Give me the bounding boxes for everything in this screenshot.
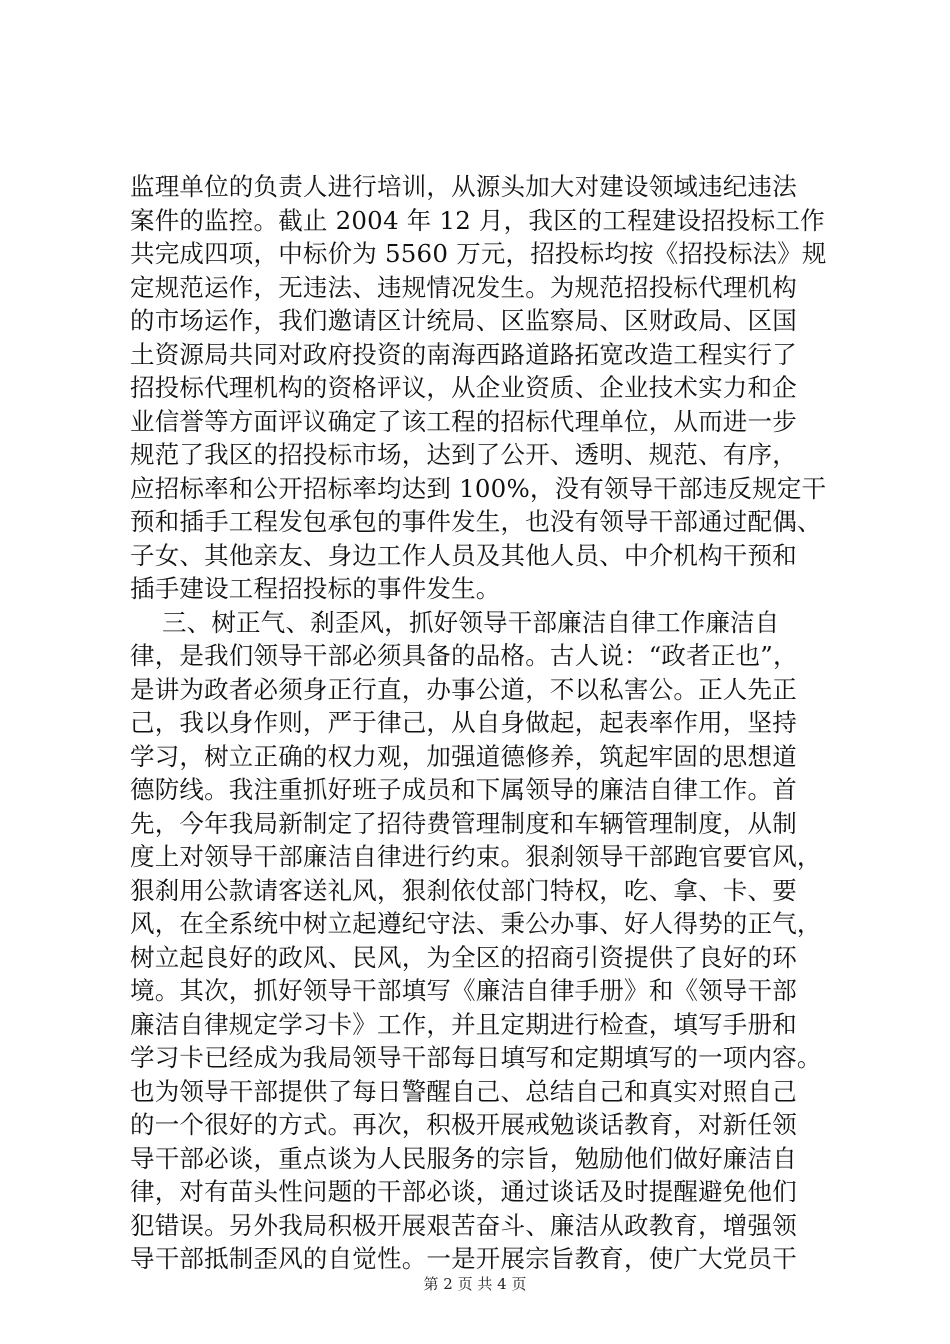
text-line: 应招标率和公开招标率均达到 100%，没有领导干部违反规定干 — [130, 473, 827, 503]
text-line: 犯错误。另外我局积极开展艰苦奋斗、廉洁从政教育，增强领 — [130, 1210, 797, 1240]
text-line: 树立起良好的政风、民风，为全区的招商引资提供了良好的环 — [130, 942, 797, 972]
text-line: 监理单位的负责人进行培训，从源头加大对建设领域违纪违法 — [130, 172, 797, 201]
page-footer: 第 2 页 共 4 页 — [423, 1275, 527, 1293]
text-line: 导干部抵制歪风的自觉性。一是开展宗旨教育，使广大党员干 — [130, 1244, 797, 1273]
text-line: 狠刹用公款请客送礼风，狠刹依仗部门特权，吃、拿、卡、要 — [130, 875, 797, 905]
text-line: 己，我以身作则，严于律己，从自身做起，起表率作用，坚持 — [130, 708, 797, 737]
text-line: 案件的监控。截止 2004 年 12 月，我区的工程建设招投标工作 — [130, 205, 825, 235]
text-line: 的市场运作，我们邀请区计统局、区监察局、区财政局、区国 — [130, 306, 797, 335]
text-line: 风，在全系统中树立起遵纪守法、秉公办事、好人得势的正气， — [130, 909, 822, 938]
text-line: 土资源局共同对政府投资的南海西路道路拓宽改造工程实行了 — [130, 339, 797, 369]
text-line: 业信誉等方面评议确定了该工程的招标代理单位，从而进一步 — [130, 406, 797, 436]
text-line: 廉洁自律规定学习卡》工作，并且定期进行检查，填写手册和 — [130, 1009, 797, 1039]
text-line: 律，是我们领导干部必须具备的品格。古人说：“政者正也”， — [130, 641, 798, 670]
text-line: 也为领导干部提供了每日警醒自己、总结自己和真实对照自己 — [130, 1076, 797, 1106]
text-line: 定规范运作，无违法、违规情况发生。为规范招投标代理机构 — [130, 272, 797, 302]
text-line: 学习卡已经成为我局领导干部每日填写和定期填写的一项内容。 — [130, 1043, 822, 1072]
text-line: 先，今年我局新制定了招待费管理制度和车辆管理制度，从制 — [130, 808, 797, 838]
text-line: 规范了我区的招投标市场，达到了公开、透明、规范、有序， — [130, 440, 797, 469]
text-line: 招投标代理机构的资格评议，从企业资质、企业技术实力和企 — [130, 373, 797, 402]
text-line: 共完成四项，中标价为 5560 万元，招投标均按《招投标法》规 — [130, 239, 827, 268]
text-line: 导干部必谈，重点谈为人民服务的宗旨，勉励他们做好廉洁自 — [130, 1143, 797, 1173]
text-line: 的一个很好的方式。再次，积极开展戒勉谈话教育，对新任领 — [130, 1110, 797, 1139]
text-line: 预和插手工程发包承包的事件发生，也没有领导干部通过配偶、 — [130, 507, 822, 536]
text-line: 境。其次，抓好领导干部填写《廉洁自律手册》和《领导干部 — [130, 976, 797, 1005]
text-line: 律，对有苗头性问题的干部必谈，通过谈话及时提醒避免他们 — [130, 1177, 797, 1206]
text-line: 德防线。我注重抓好班子成员和下属领导的廉洁自律工作。首 — [130, 775, 797, 804]
text-line: 子女、其他亲友、身边工作人员及其他人员、中介机构干预和 — [130, 540, 797, 570]
text-line: 是讲为政者必须身正行直，办事公道，不以私害公。正人先正 — [130, 674, 797, 704]
text-line: 学习，树立正确的权力观，加强道德修养，筑起牢固的思想道 — [130, 741, 797, 771]
body-text — [130, 170, 830, 1276]
text-line: 插手建设工程招投标的事件发生。 — [130, 574, 501, 603]
text-line: 三、树正气、刹歪风，抓好领导干部廉洁自律工作廉洁自 — [130, 607, 780, 637]
text-line: 度上对领导干部廉洁自律进行约束。狠刹领导干部跑官要官风， — [130, 842, 822, 871]
